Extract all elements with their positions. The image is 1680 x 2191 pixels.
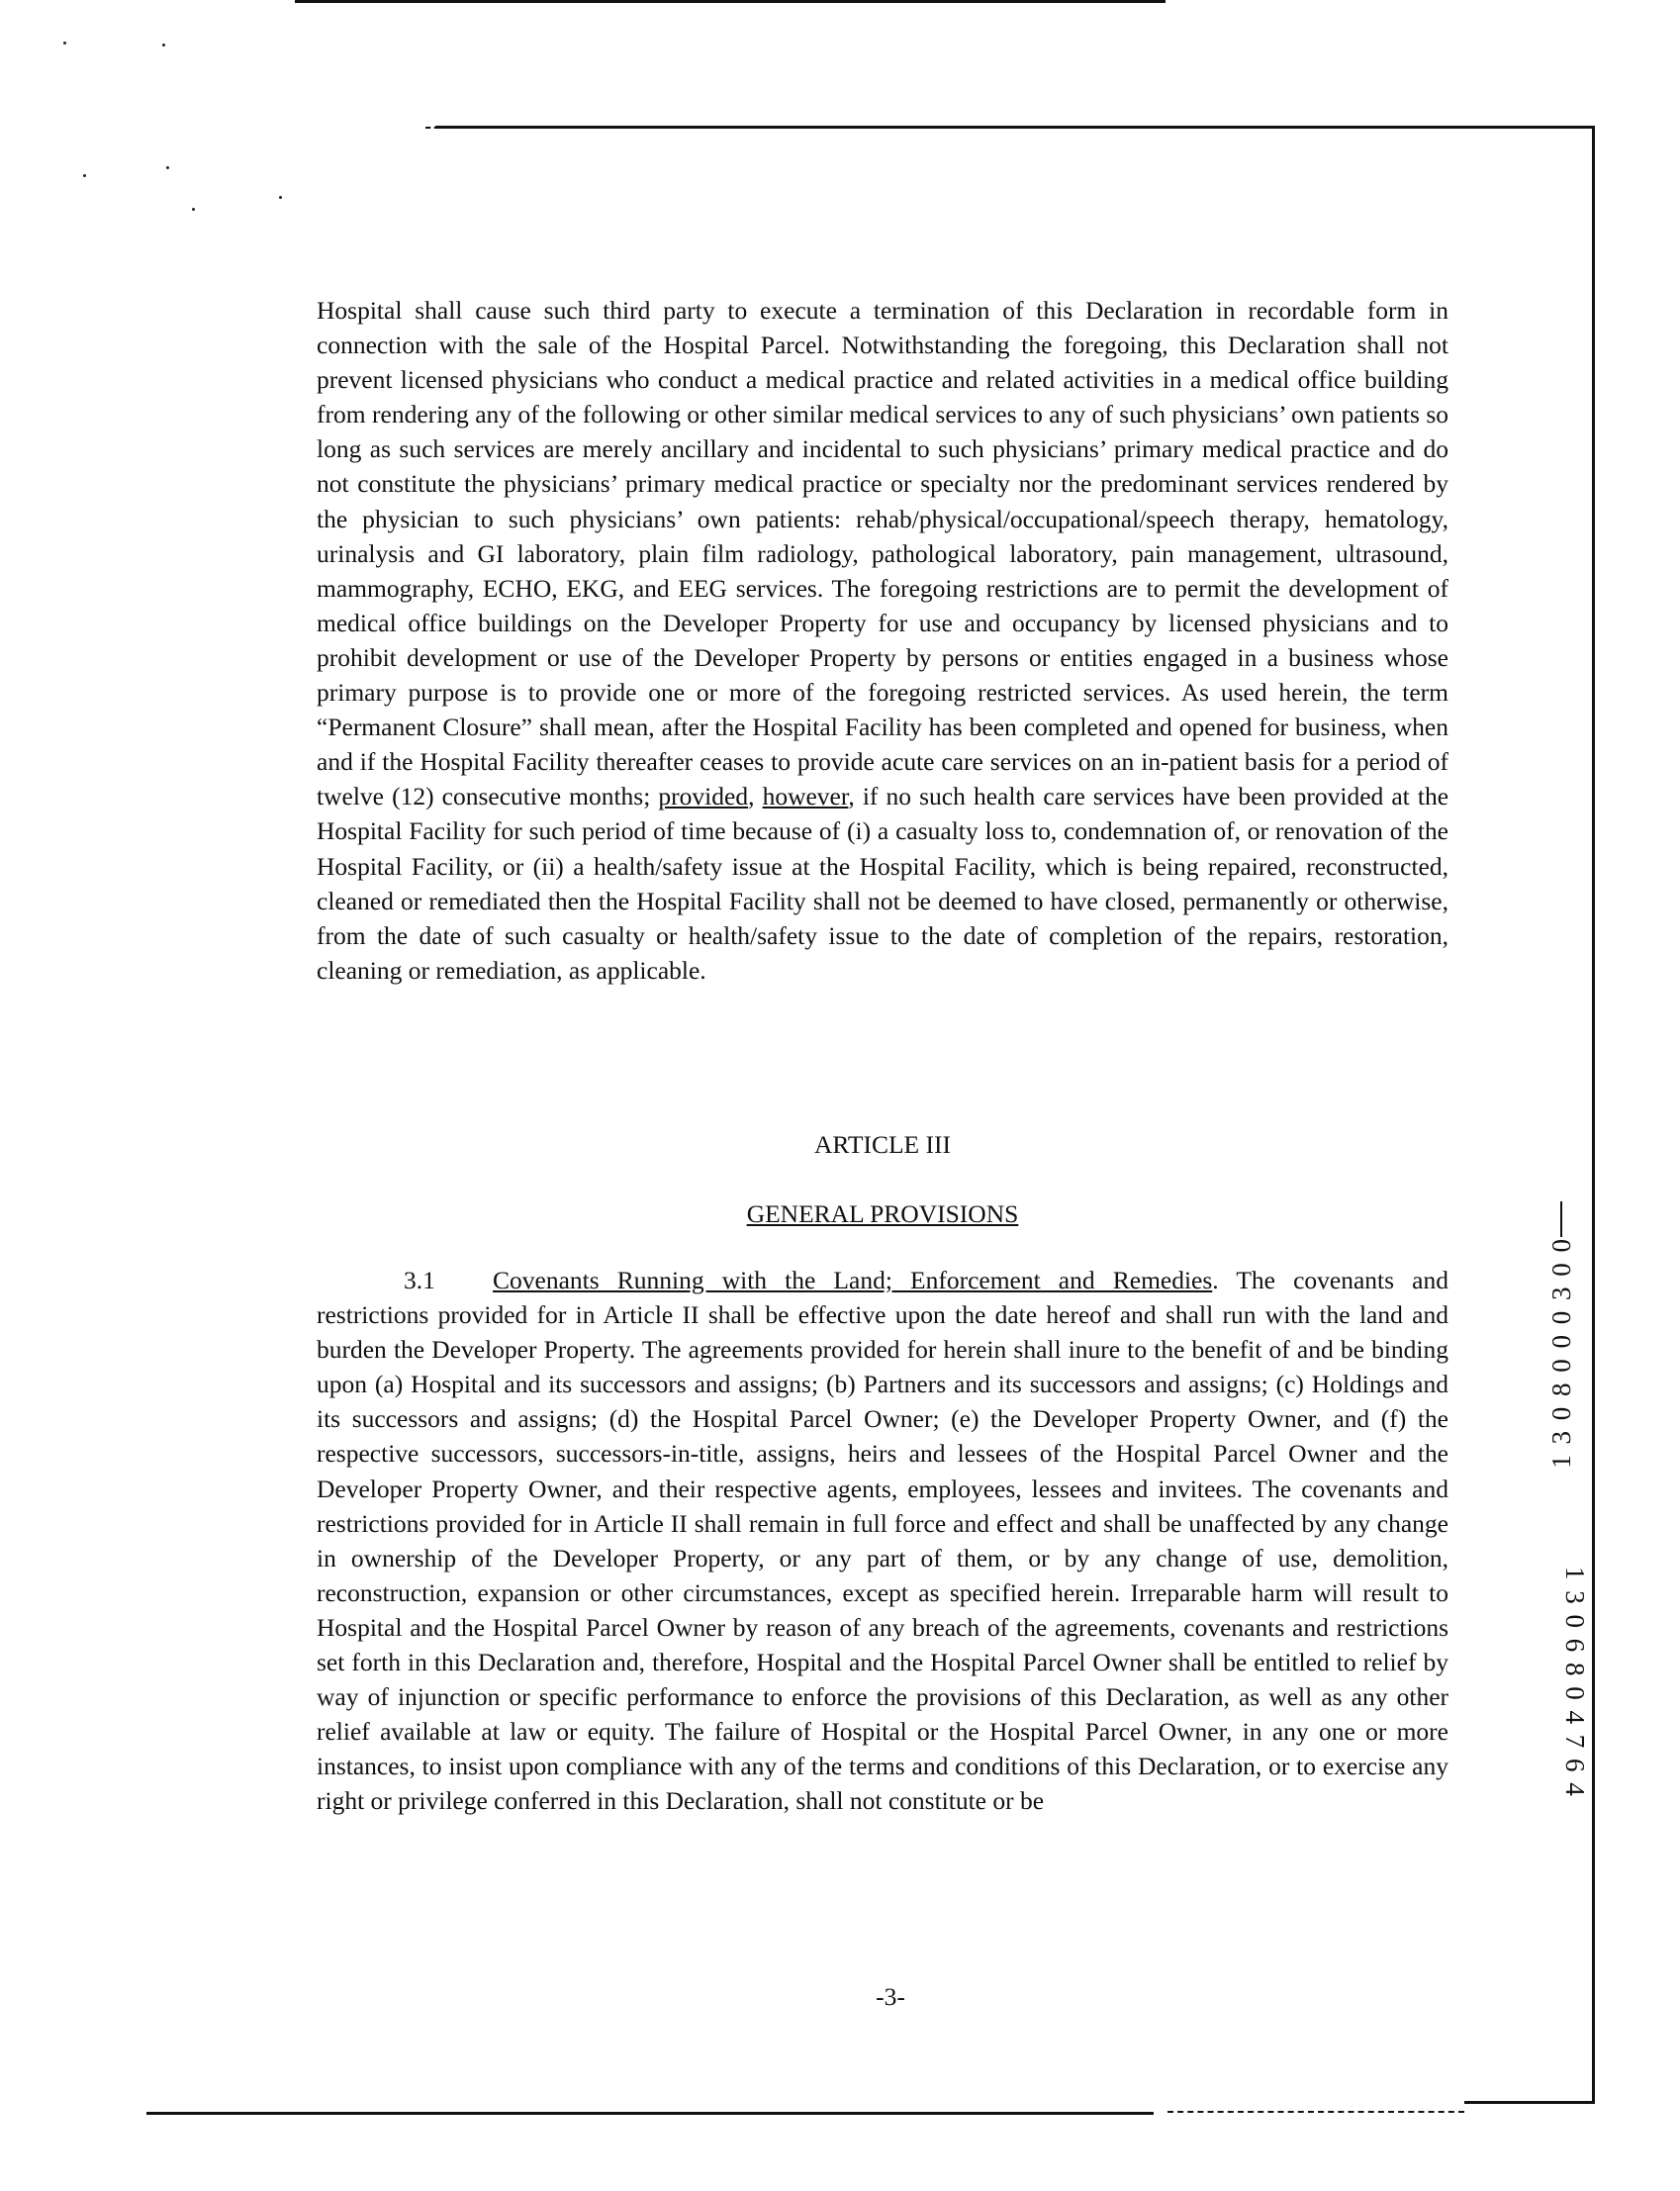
article-heading: ARTICLE III	[814, 1130, 951, 1159]
page-number: -3-	[876, 1982, 905, 2011]
general-provisions-label: GENERAL PROVISIONS	[746, 1199, 1019, 1228]
scan-speck	[63, 42, 66, 45]
however-term: however	[762, 782, 849, 811]
recording-stamp-1: 1 3 0 8 0 0 0 3 0 0	[1546, 1237, 1576, 1469]
bottom-frame-dash	[1167, 2111, 1464, 2113]
stamp-tick	[1560, 1201, 1562, 1237]
right-frame-line	[1592, 128, 1595, 2103]
general-provisions-heading	[317, 1196, 1448, 1231]
section-3-1: 3.1 Covenants Running with the Land; Enforcement and Remedies. The covenants and restrictions provided for in Article II shall be effective upon the date hereof and shall run with the land and burden the Developer Property. The agreements provided for herein shall inure to the benefit of and be binding upon (a) Hospital and its successors and assigns; (b) Partners and its successors and assigns; (c) Holdings and its successors and assigns; (d) the Hospital Parcel Owner; (e) the Developer Property Owner, and (f) the respective successors, successors-in-title, assigns, heirs and lessees of the Hospital Parcel Owner and the Developer Property Owner, and their respective agents, employees, lessees and invitees. The covenants and restrictions provided for in Article II shall remain in full force and effect and shall be unaffected by any change in ownership of the Developer Property, or any part of them, or by any change of use, demolition, reconstruction, expansion or other circumstances, except as specified herein. Irreparable harm will result to Hospital and the Hospital Parcel Owner by reason of any breach of the agreements, covenants and restrictions set forth in this Declaration and, therefore, Hospital and the Hospital Parcel Owner shall be entitled to relief by way of injunction or specific performance to enforce the provisions of this Declaration, as well as any other relief available at law or equity. The failure of Hospital or the Hospital Parcel Owner, in any one or more instances, to insist upon compliance with any of the terms and conditions of this Declaration, or to exercise any right or privilege conferred in this Declaration, shall not constitute or be	[317, 1263, 1448, 1819]
scan-speck	[166, 166, 169, 169]
paragraph-text-end: if no such health care services have been provided at the Hospital Facility for such period of time because of (i) a casualty loss to, condemnation of, or renovation of the Hospital Facility, or (ii) a health/safety issue at the Hospital Facility, which is being repaired, reconstructed, cleaned or remediated then the Hospital Facility shall not be deemed to have closed, permanently or otherwise, from the date of such casualty or health/safety issue to the date of completion of the repairs, restoration, cleaning or remediation, as applicable.	[317, 782, 1449, 985]
section-number: 3.1	[404, 1266, 435, 1294]
bottom-right-frame-line	[1464, 2101, 1595, 2104]
continued-paragraph: Hospital shall cause such third party to execute a termination of this Declaration in recordable form in connection with the sale of the Hospital Parcel. Notwithstanding the foregoing, this Declaration shall not prevent licensed physicians who conduct a medical practice and related activities in a medical office building from rendering any of the following or other similar medical services to any of such physicians’ own patients so long as such services are merely ancillary and incidental to such physicians’ primary medical practice and do not constitute the physicians’ primary medical practice or specialty nor the predominant services rendered by the physician to such physicians’ own patients: rehab/physical/occupational/speech therapy, hematology, urinalysis and GI laboratory, plain film radiology, pathological laboratory, pain management, ultrasound, mammography, ECHO, EKG, and EEG services. The foregoing restrictions are to permit the development of medical office buildings on the Developer Property for use and occupancy by licensed physicians and to prohibit development or use of the Developer Property by persons or entities engaged in a business whose primary purpose is to provide one or more of the foregoing restricted services. As used herein, the term “Permanent Closure” shall mean, after the Hospital Facility has been completed and opened for business, when and if the Hospital Facility thereafter ceases to provide acute care services on an in-patient basis for a period of twelve (12) consecutive months; provided, however, if no such health care services have been provided at the Hospital Facility for such period of time because of (i) a casualty loss to, condemnation of, or renovation of the Hospital Facility, or (ii) a health/safety issue at the Hospital Facility, which is being repaired, reconstructed, cleaned or remediated then the Hospital Facility shall not be deemed to have closed, permanently or otherwise, from the date of such casualty or health/safety issue to the date of completion of the repairs, restoration, cleaning or remediation, as applicable.	[317, 296, 1449, 985]
provided-term: provided	[658, 782, 749, 811]
section-title: Covenants Running with the Land; Enforcement and Remedies	[493, 1266, 1213, 1294]
paragraph-text: Hospital shall cause such third party to execute a termination of this Declaration in recordable form in connection with the sale of the Hospital Parcel. Notwithstanding the foregoing, this Declaration shall not prevent licensed physicians who conduct a medical practice and related activities in a medical office building from rendering any of the following or other similar medical services to any of such physicians’ own patients so long as such services are merely ancillary and incidental to such physicians’ primary medical practice and do not constitute the physicians’ primary medical practice or specialty nor the predominant services rendered by the physician to such physicians’ own patients: rehab/physical/occupational/speech therapy, hematology, urinalysis and GI laboratory, plain film radiology, pathological laboratory, pain management, ultrasound, mammography, ECHO, EKG, and EEG services. The foregoing restrictions are to permit the development of medical office buildings on the Developer Property for use and occupancy by licensed physicians and to prohibit development or use of the Developer Property by persons or entities engaged in a business whose primary purpose is to provide one or more of the foregoing restricted services. As used herein, the term “Permanent Closure” shall mean, after the Hospital Facility has been completed and opened for business, when and if the Hospital Facility thereafter ceases to provide acute care services on an in-patient basis for a period of twelve (12) consecutive months;	[317, 296, 1448, 811]
scan-speck	[192, 208, 195, 211]
recording-stamp-2: 1 3 0 6 8 0 4 7 6 4	[1560, 1567, 1590, 1798]
scan-speck	[279, 196, 282, 199]
scan-speck	[162, 44, 165, 47]
top-frame-line	[435, 126, 1595, 129]
bottom-frame-line	[146, 2112, 1154, 2115]
section-text: The covenants and restrictions provided for in Article II shall be effective upon the date hereof and shall run with the land and burden the Developer Property. The agreements provided for herein shall inure to the benefit of and be binding upon (a) Hospital and its successors and assigns; (b) Partners and its successors and assigns; (c) Holdings and its successors and assigns; (d) the Hospital Parcel Owner; (e) the Developer Property Owner, and (f) the respective successors, successors-in-title, assigns, heirs and lessees of the Hospital Parcel Owner and the Developer Property Owner, and their respective agents, employees, lessees and invitees. The covenants and restrictions provided for in Article II shall remain in full force and effect and shall be unaffected by any change in ownership of the Developer Property, or any part of them, or by any change of use, demolition, reconstruction, expansion or other circumstances, except as specified herein. Irreparable harm will result to Hospital and the Hospital Parcel Owner by reason of any breach of the agreements, covenants and restrictions set forth in this Declaration and, therefore, Hospital and the Hospital Parcel Owner shall be entitled to relief by way of injunction or specific performance to enforce the provisions of this Declaration, as well as any other relief available at law or equity. The failure of Hospital or the Hospital Parcel Owner, in any one or more instances, to insist upon compliance with any of the terms and conditions of this Declaration, or to exercise any right or privilege conferred in this Declaration, shall not constitute or be	[317, 1266, 1448, 1816]
top-edge-line	[295, 0, 1166, 3]
scan-speck	[83, 174, 86, 177]
